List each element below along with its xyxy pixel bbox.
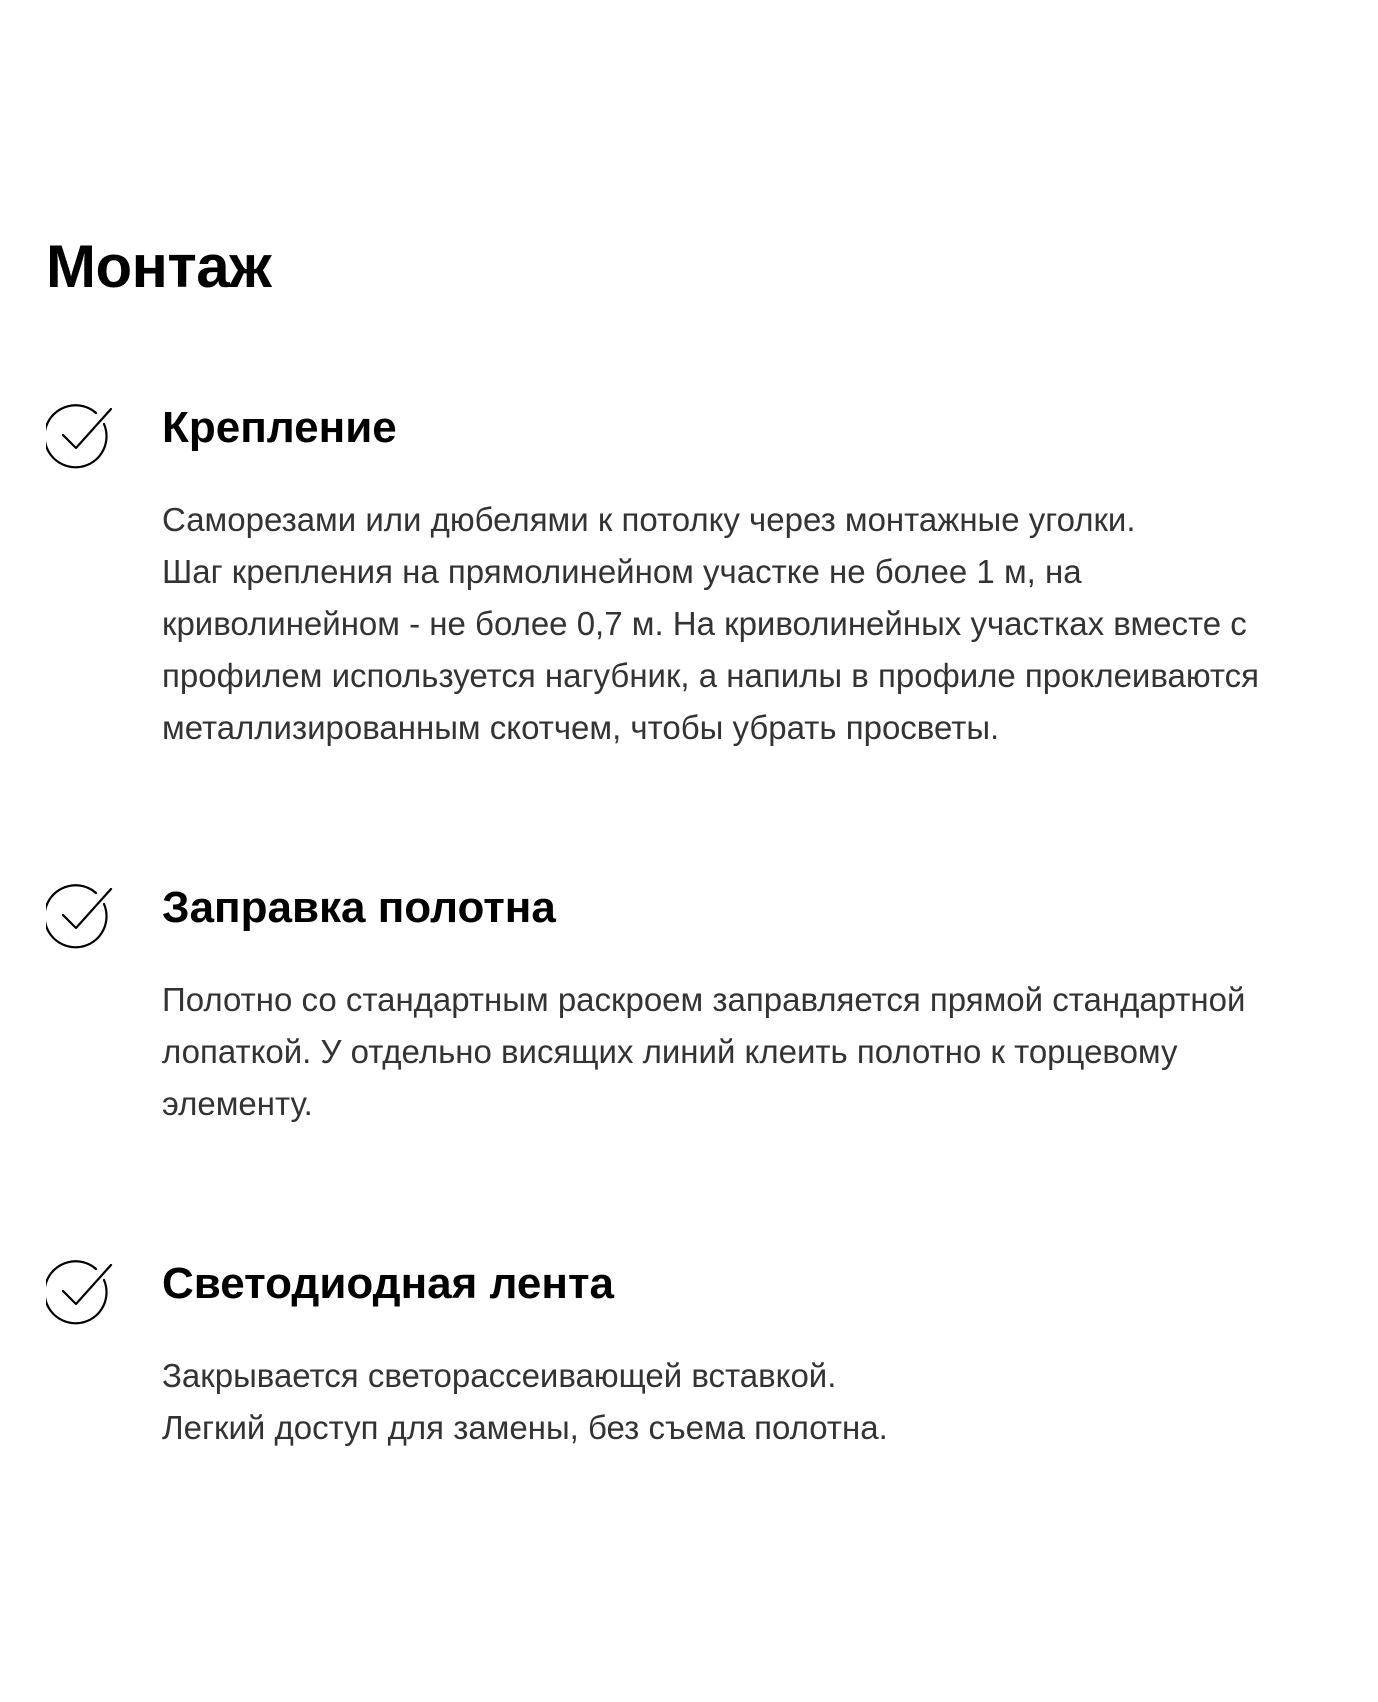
section-body: [162, 494, 1322, 754]
section-body: [162, 1350, 1322, 1454]
section-title: Светодиодная лента: [162, 1259, 614, 1308]
body-line: лопаткой. У отдельно висящих линий клеить полотно к торцевому: [162, 1033, 1178, 1070]
body-line: Закрывается светорассеивающей вставкой.: [162, 1357, 837, 1394]
section-title: Крепление: [162, 403, 397, 452]
body-line: криволинейном - не более 0,7 м. На криволинейных участках вместе с: [162, 605, 1247, 642]
body-line: металлизированным скотчем, чтобы убрать просветы.: [162, 709, 1000, 746]
page-title: Монтаж: [46, 233, 272, 300]
check-circle-icon: [46, 402, 116, 472]
section-body: [162, 974, 1322, 1130]
body-line: Легкий доступ для замены, без съема полотна.: [162, 1409, 888, 1446]
body-line: Саморезами или дюбелями к потолку через монтажные уголки.: [162, 501, 1136, 538]
body-line: Полотно со стандартным раскроем заправляется прямой стандартной: [162, 981, 1246, 1018]
body-line: элементу.: [162, 1085, 313, 1122]
section-title: Заправка полотна: [162, 883, 556, 932]
body-line: профилем используется нагубник, а напилы в профиле проклеиваются: [162, 657, 1260, 694]
body-line: Шаг крепления на прямолинейном участке не более 1 м, на: [162, 553, 1082, 590]
check-circle-icon: [46, 882, 116, 952]
check-circle-icon: [46, 1258, 116, 1328]
